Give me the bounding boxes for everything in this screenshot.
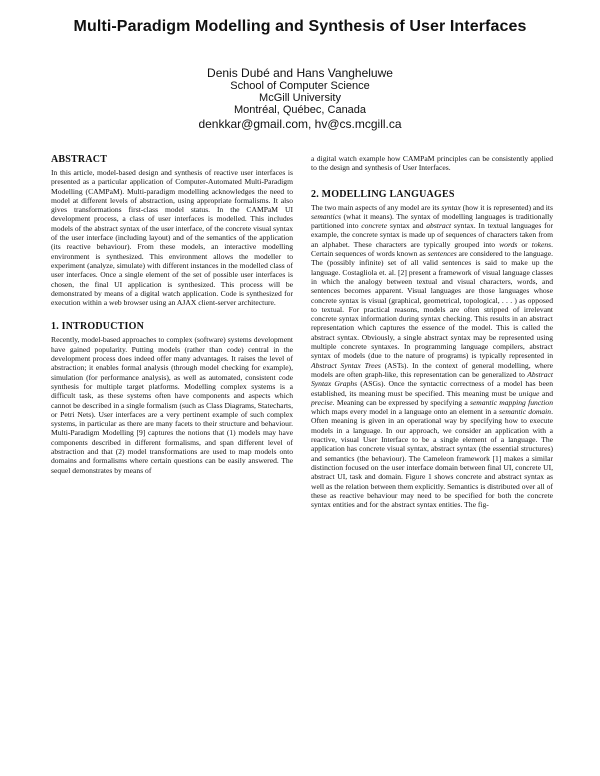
paper-title: Multi-Paradigm Modelling and Synthesis of User Interfaces (73, 18, 527, 35)
modelling-languages-text: The two main aspects of any model are its syntax (how it is represented) and its semantics (what it means). The syntax of modelling languages is traditionally partitioned into concrete syntax and abstract syntax. In textual languages for example, the concrete syntax is made up of sequences of characters taken from an alphabet. These characters are typically grouped into words or tokens. Certain sequences of words known as sentences are considered to the language. The (possibly infinite) set of all valid sentences is said to make up the language. Costagliola et. al. [2] present a framework of visual language classes in which the analogy between textual and visual characters, words, and sentences becomes apparent. Visual languages are those languages whose concrete syntax is visual (graphical, geometrical, topological, . . . ) as opposed to textual. For practical reasons, models are often stripped of irrelevant concrete syntax information during syntax checking. This results in an abstract representation which captures the essence of the model. This is called the abstract syntax. Obviously, a single abstract syntax may be represented using multiple concrete syntaxes. In programming language compilers, abstract syntax of models (due to the nature of programs) is typically represented in Abstract Syntax Trees (ASTs). In the context of general modelling, where models are often graph-like, this representation can be generalized to Abstract Syntax Graphs (ASGs). Once the syntactic correctness of a model has been established, its meaning must be specified. This meaning must be unique and precise. Meaning can be expressed by specifying a semantic mapping function which maps every model in a language onto an element in a semantic domain. Often meaning is given in an operational way by specifying how to execute models in a language. In our approach, we consider an application with a reactive, visual User Interface to be a single element of a language. The application has concrete visual syntax, abstract syntax (the essential structures) and semantics (the behaviour). The Cameleon framework [1] makes a similar distinction focused on the user interface domain between final UI, concrete UI, abstract UI, task and domain. Figure 1 shows concrete and abstract syntax as well as the relation between them explicitly. Semantics is distributed over all of these as reactive behaviour may need to be specified for both the concrete syntax entities and for the abstract syntax entities. The fig- (311, 202, 554, 510)
introduction-continued-text: a digital watch example how CAMPaM principles can be consistently applied to the design and synthesis of User Interfaces. (311, 154, 553, 173)
author-university: McGill University (259, 92, 341, 104)
introduction-text: Recently, model-based approaches to complex (software) systems development have gained popularity. Putting models (rather than code) central in the development process does indeed offer many advantages. It raises the level of abstraction; it enables formal analysis (through model checking for example), simulation (for performance analysis), as well as automated, consistent code synthesis for multiple target platforms. Modelling complex systems is a difficult task, as these systems often have components and aspects which cannot be described in a single formalism (such as Class Diagrams, Statecharts, or Petri Nets). User interfaces are a very pertinent example of such complex systems, in particular as there are many facets to their structure and behaviour. Multi-Paradigm Modelling [9] captures the notions that (1) models may have components described in different formalisms, and span different level of abstraction and that (2) model transformations are used to map models onto domains and formalisms where certain questions can be easily answered. The sequel demonstrates by means of (51, 335, 293, 475)
author-names: Denis Dubé and Hans Vangheluwe (207, 66, 393, 80)
author-affiliation: School of Computer Science (230, 80, 370, 92)
author-block (120, 66, 480, 131)
right-column (311, 154, 553, 509)
left-column (51, 154, 293, 475)
abstract-heading: ABSTRACT (51, 154, 108, 165)
modelling-languages-heading: 2. MODELLING LANGUAGES (311, 188, 455, 200)
author-location: Montréal, Québec, Canada (233, 104, 367, 116)
introduction-heading: 1. INTRODUCTION (51, 321, 145, 333)
abstract-text: In this article, model-based design and synthesis of reactive user interfaces is presented as a particular application of Computer-Automated Multi-Paradigm Modelling (CAMPaM). Multi-paradigm modelling acknowledges the need to model at different levels of abstraction, using appropriate formalisms. It also gives transformations first-class model status. In the CAMPaM UI development process, a class of user interfaces is modelled. This includes models of the abstract syntax of the user interface, of the concrete visual syntax of the user interface (including layout) and of the semantics of the application (its reactive behaviour). From these models, an interactive modelling environment is synthesized. This environment allows the modeller to experiment (analyze, simulate) with different instances in the modelled class of user interfaces. Once a single element of the set of possible user interfaces is chosen, the final UI application is synthesized. This process will be demonstrated by means of a digital watch application. Code is synthesized for execution within a web browser using an AJAX client-server architecture. (51, 168, 293, 308)
author-emails: denkkar@gmail.com, hv@cs.mcgill.ca (198, 117, 402, 131)
